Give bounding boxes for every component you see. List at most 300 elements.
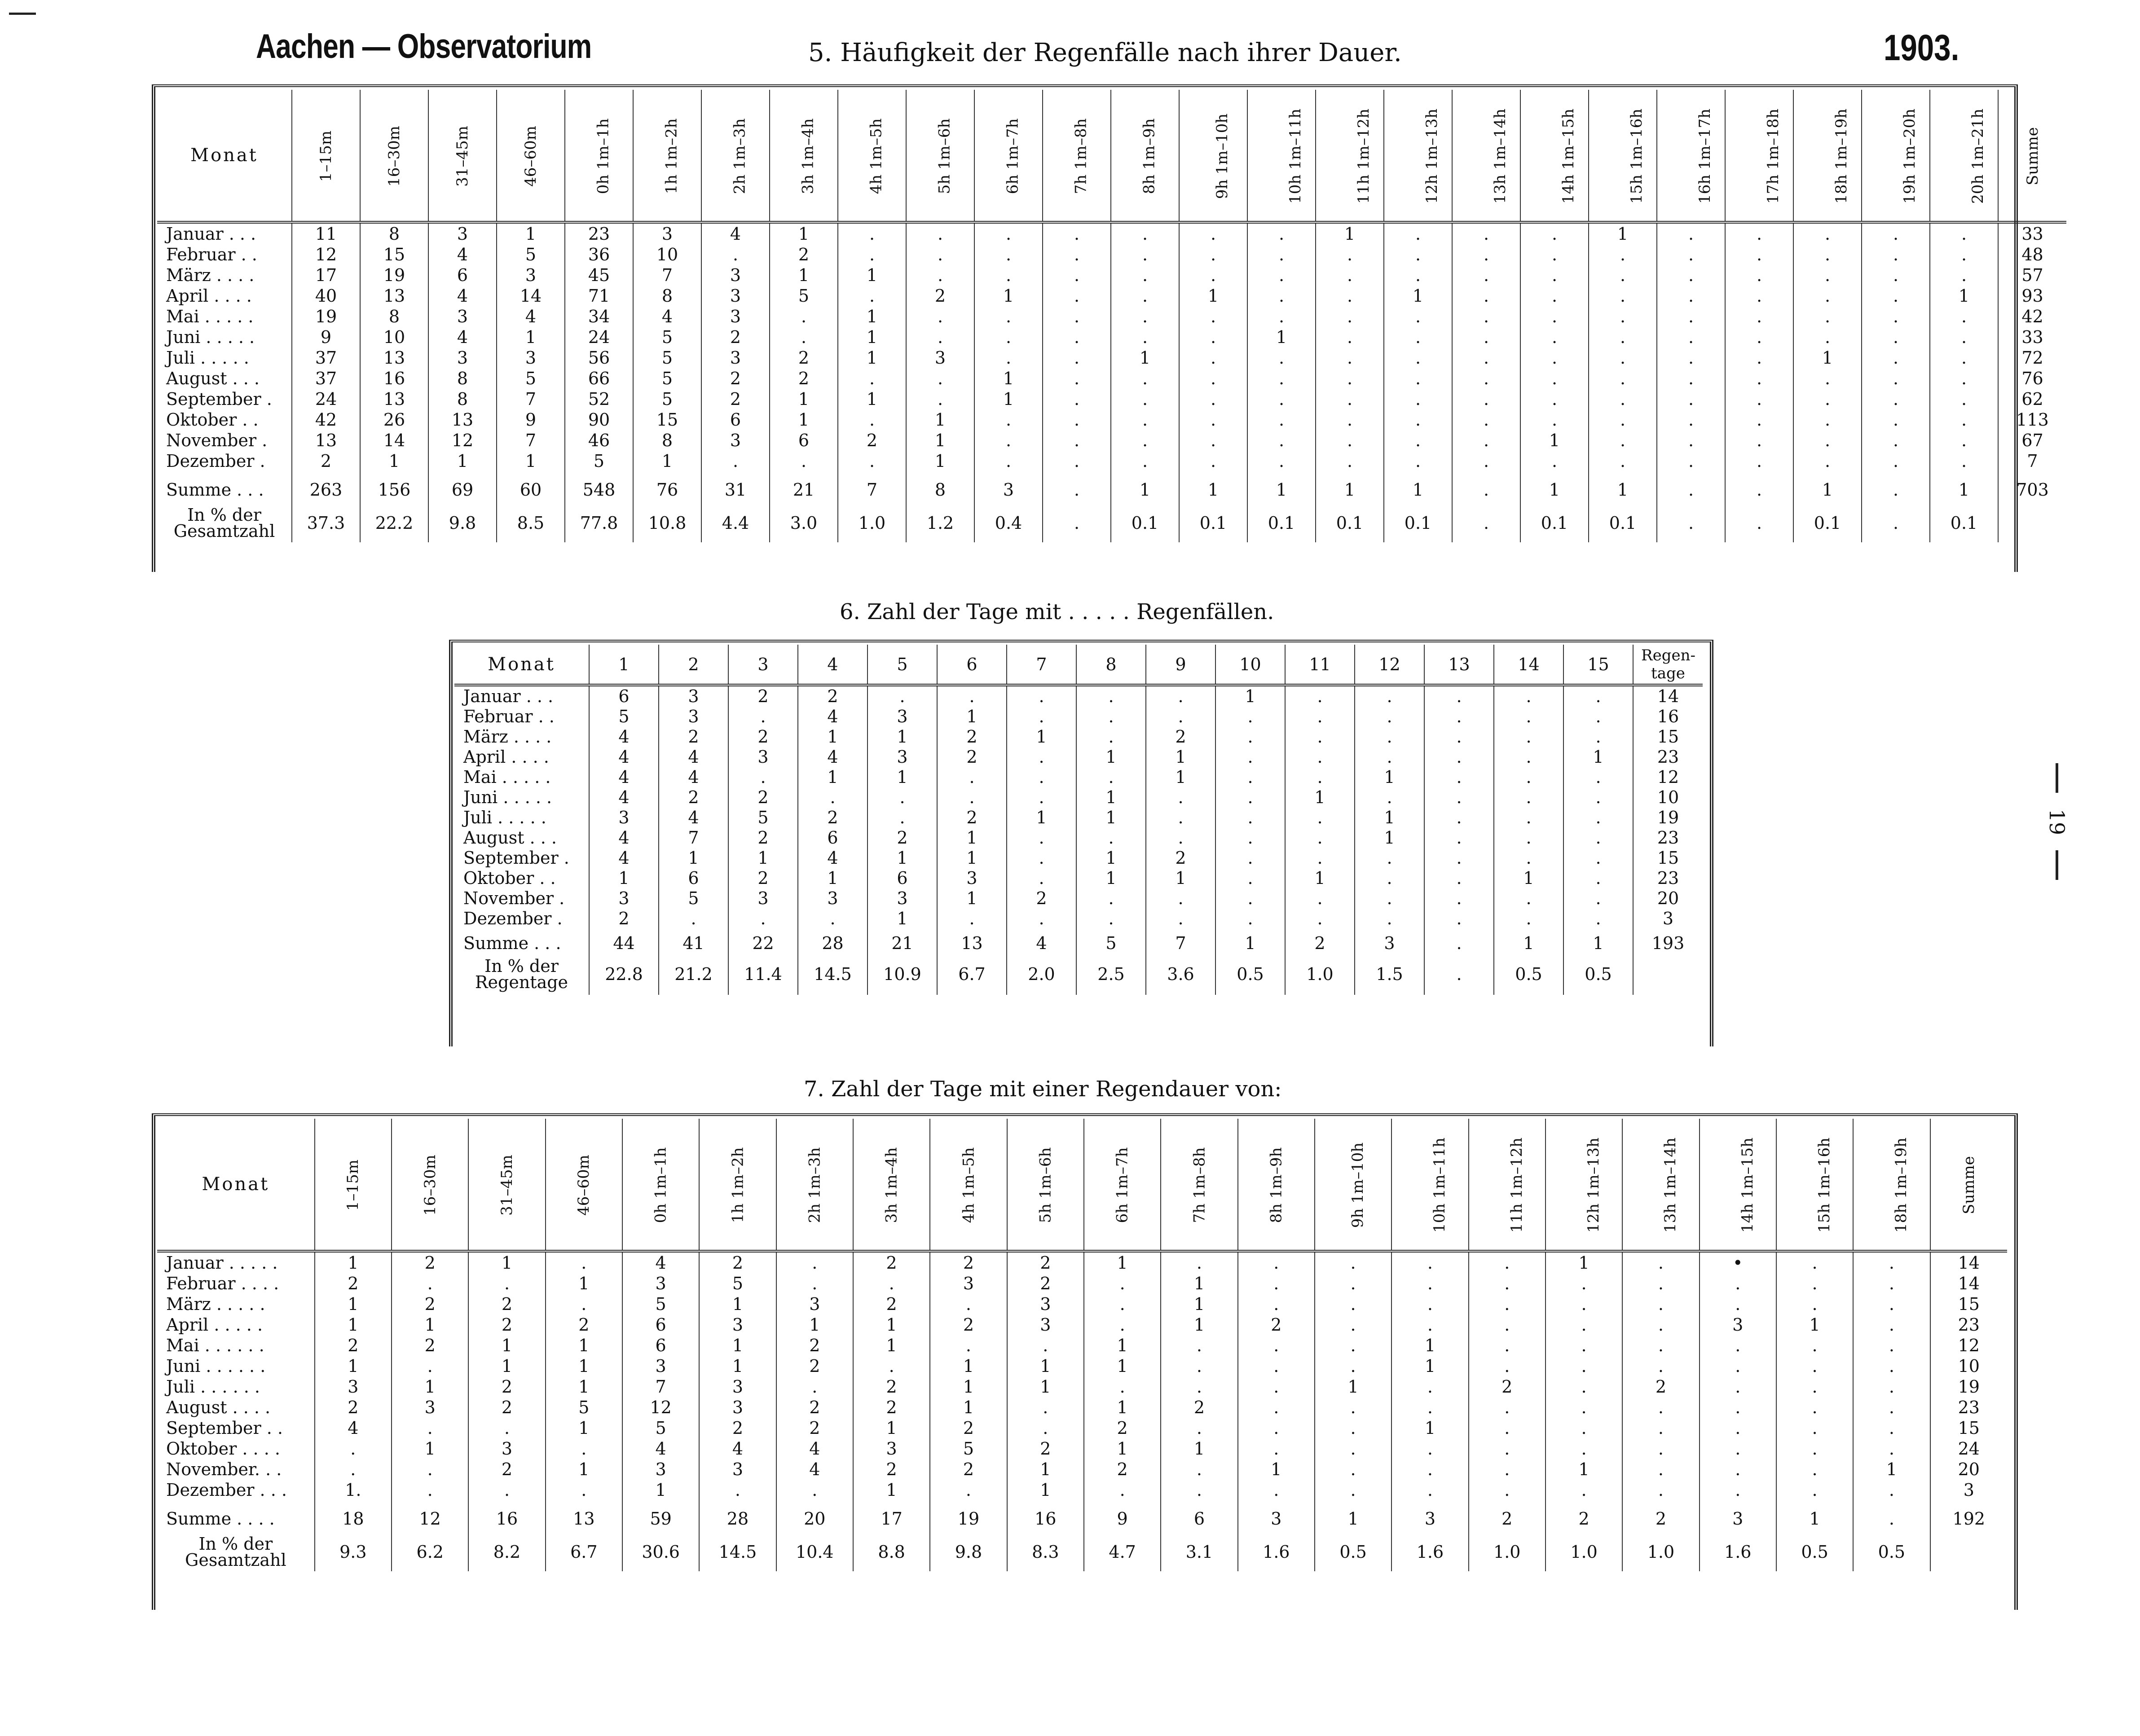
t6-column-header [937, 645, 1007, 685]
cell-value: . [546, 1251, 622, 1273]
cell-value: . [1316, 368, 1384, 389]
cell-value: . [838, 222, 906, 244]
sum-value: 1 [1316, 471, 1384, 504]
cell-value: 13 [292, 430, 360, 451]
t6-row [454, 685, 1703, 707]
t7-row [157, 1273, 2007, 1294]
column-header-label: 16–30m [421, 1155, 439, 1216]
percent-value: 4.7 [1084, 1533, 1161, 1571]
cell-value: . [1793, 265, 1862, 286]
month-label: Januar . . . [463, 686, 554, 706]
sum-value: 3 [1355, 929, 1424, 954]
cell-value: . [1700, 1335, 1776, 1356]
cell-value: 1 [1776, 1314, 1853, 1335]
cell-value: 2 [1084, 1418, 1161, 1438]
cell-value: . [937, 787, 1007, 808]
cell-value: 1 [1546, 1251, 1622, 1273]
cell-value: . [1247, 451, 1316, 471]
cell-value: . [1391, 1397, 1468, 1418]
cell-value: . [1384, 389, 1452, 409]
cell-value: . [1007, 1335, 1084, 1356]
cell-value: . [1520, 286, 1589, 306]
sum-value: 19 [930, 1500, 1007, 1533]
t7-row [157, 1418, 2007, 1438]
cell-value: . [468, 1418, 545, 1438]
cell-value: . [1862, 244, 1930, 265]
cell-value: . [1469, 1314, 1546, 1335]
t5-row [157, 368, 2066, 389]
cell-value: . [1622, 1397, 1699, 1418]
cell-value: 12 [1930, 1335, 2007, 1356]
cell-value: 1 [1076, 848, 1146, 868]
percent-value: 10.4 [776, 1533, 853, 1571]
cell-value: . [1161, 1480, 1237, 1500]
cell-value: 2 [930, 1459, 1007, 1480]
cell-value: . [1179, 451, 1247, 471]
cell-value: 2 [1238, 1314, 1315, 1335]
cell-value: . [1725, 222, 1793, 244]
month-label: August . . . [463, 828, 557, 848]
column-header-label: 14h 1m–15h [1559, 108, 1578, 204]
t5-row [157, 222, 2066, 244]
percent-value: . [1424, 954, 1494, 995]
cell-value: 1 [838, 265, 906, 286]
t6-column-header [1146, 645, 1215, 685]
column-header-label: Summe [2023, 127, 2042, 185]
column-header-label: 12h 1m–13h [1423, 108, 1441, 204]
cell-value: 2 [468, 1294, 545, 1314]
cell-value: 2 [798, 808, 867, 828]
cell-value: . [770, 327, 838, 347]
cell-value: . [1316, 430, 1384, 451]
t7-row [157, 1356, 2007, 1376]
cell-value: 2 [468, 1459, 545, 1480]
cell-value: . [1725, 265, 1793, 286]
cell-value: . [1146, 707, 1215, 727]
cell-value: 3 [699, 1397, 776, 1418]
cell-value: 4 [701, 222, 770, 244]
percent-value: 9.3 [315, 1533, 392, 1571]
cell-value: . [1384, 451, 1452, 471]
cell-value: . [1589, 327, 1657, 347]
cell-value: 2 [776, 1397, 853, 1418]
cell-value: . [1776, 1251, 1853, 1273]
cell-value: 3 [701, 286, 770, 306]
cell-value: 3 [589, 808, 659, 828]
cell-value: . [1285, 909, 1355, 929]
t5-column-header [1862, 90, 1930, 222]
cell-value: . [1622, 1438, 1699, 1459]
cell-value: . [1424, 848, 1494, 868]
cell-value: 3 [622, 1459, 699, 1480]
cell-value: 1 [1793, 347, 1862, 368]
cell-value: . [1589, 409, 1657, 430]
percent-value: 6.2 [392, 1533, 468, 1571]
cell-value: . [1930, 306, 1998, 327]
cell-value: 33 [1998, 222, 2066, 244]
cell-value: . [1247, 244, 1316, 265]
cell-value: . [1700, 1397, 1776, 1418]
t5-column-header [906, 90, 974, 222]
cell-value: . [1355, 868, 1424, 888]
cell-value: 1 [1563, 747, 1633, 767]
sum-value: 193 [1633, 929, 1703, 954]
cell-value: 1 [1247, 327, 1316, 347]
cell-value: . [838, 368, 906, 389]
t5-header-row [157, 90, 2066, 222]
cell-value: 2 [468, 1397, 545, 1418]
t6-row [454, 747, 1703, 767]
t5-column-header [565, 90, 633, 222]
cell-value: . [1215, 909, 1285, 929]
cell-value: 5 [770, 286, 838, 306]
cell-value: 1 [1076, 808, 1146, 828]
cell-value: • [1700, 1251, 1776, 1273]
cell-value: 19 [1633, 808, 1703, 828]
cell-value: 2 [853, 1251, 930, 1273]
cell-value: . [1007, 1397, 1084, 1418]
percent-value: 10.9 [867, 954, 937, 995]
cell-value: . [1355, 707, 1424, 727]
cell-value: 3 [1700, 1314, 1776, 1335]
cell-value: . [1862, 368, 1930, 389]
cell-value: . [1452, 389, 1520, 409]
column-header-label: 6h 1m–7h [1004, 118, 1022, 194]
cell-value: . [1589, 286, 1657, 306]
t7-column-header [1315, 1119, 1391, 1251]
cell-value: 1 [838, 306, 906, 327]
cell-value: 3 [701, 347, 770, 368]
cell-value: 7 [659, 828, 728, 848]
cell-value: . [867, 808, 937, 828]
sum-value: 69 [428, 471, 497, 504]
cell-value: . [728, 767, 798, 787]
cell-value: . [1494, 747, 1563, 767]
cell-value: . [1247, 368, 1316, 389]
cell-value: . [1179, 222, 1247, 244]
cell-value: 2 [699, 1251, 776, 1273]
cell-value: 4 [589, 727, 659, 747]
cell-value: . [1043, 327, 1111, 347]
cell-value: . [1007, 767, 1076, 787]
cell-value: . [1494, 888, 1563, 909]
cell-value: . [392, 1418, 468, 1438]
cell-value: . [1469, 1273, 1546, 1294]
cell-value: . [1725, 347, 1793, 368]
cell-value: 4 [633, 306, 701, 327]
column-header-label: 46–60m [575, 1155, 593, 1216]
percent-label-line1: In % der [484, 956, 559, 976]
cell-value: 6 [770, 430, 838, 451]
cell-value: . [1424, 868, 1494, 888]
sum-value: 7 [838, 471, 906, 504]
sum-value: 20 [776, 1500, 853, 1533]
percent-value: 37.3 [292, 504, 360, 542]
cell-value: . [1315, 1356, 1391, 1376]
cell-value: 2 [1084, 1459, 1161, 1480]
cell-value: . [1215, 707, 1285, 727]
cell-value: 2 [930, 1418, 1007, 1438]
cell-value: 5 [633, 327, 701, 347]
cell-value: 1 [1520, 430, 1589, 451]
month-label: September . . [166, 1418, 283, 1438]
cell-value: . [1452, 451, 1520, 471]
cell-value: . [1589, 265, 1657, 286]
cell-value: . [1622, 1314, 1699, 1335]
cell-value: 4 [622, 1251, 699, 1273]
t7-row [157, 1335, 2007, 1356]
cell-value: 12 [622, 1397, 699, 1418]
cell-value: 1 [468, 1251, 545, 1273]
percent-value: 0.4 [974, 504, 1043, 542]
sum-value: 1 [1111, 471, 1179, 504]
month-label: Juli . . . . . . [166, 1377, 260, 1397]
cell-value: 3 [701, 306, 770, 327]
cell-value: 10 [1930, 1356, 2007, 1376]
sum-value: 2 [1622, 1500, 1699, 1533]
column-header-label: 12 [1378, 654, 1400, 674]
cell-value: . [1111, 389, 1179, 409]
sum-value: 21 [770, 471, 838, 504]
t5-column-header [974, 90, 1043, 222]
cell-value: . [1424, 767, 1494, 787]
cell-value: 1 [1146, 767, 1215, 787]
t7-column-header [1007, 1119, 1084, 1251]
t6-column-header [1007, 645, 1076, 685]
cell-value: 90 [565, 409, 633, 430]
cell-value: 2 [315, 1397, 392, 1418]
cell-value: . [1285, 767, 1355, 787]
t6-column-header [728, 645, 798, 685]
month-label: Mai . . . . . [166, 307, 254, 326]
cell-value: 45 [565, 265, 633, 286]
t7-column-header [930, 1119, 1007, 1251]
cell-value: . [1179, 389, 1247, 409]
cell-value: . [1546, 1356, 1622, 1376]
sum-value: . [1853, 1500, 1930, 1533]
sum-value: 1 [1247, 471, 1316, 504]
cell-value: 3 [701, 430, 770, 451]
cell-value: 1 [770, 409, 838, 430]
t6-row [454, 787, 1703, 808]
cell-value: . [1355, 685, 1424, 707]
cell-value: 20 [1930, 1459, 2007, 1480]
cell-value: 4 [699, 1438, 776, 1459]
cell-value: 1 [930, 1376, 1007, 1397]
percent-label-line2: Regentage [475, 972, 568, 992]
sum-value: 59 [622, 1500, 699, 1533]
cell-value: 1 [1355, 828, 1424, 848]
cell-value: 1 [1076, 787, 1146, 808]
cell-value: . [974, 347, 1043, 368]
sum-value: 5 [1076, 929, 1146, 954]
percent-value [1998, 504, 2066, 542]
column-header-label: 10h 1m–11h [1286, 108, 1305, 204]
cell-value: 1 [546, 1356, 622, 1376]
percent-value: 2.0 [1007, 954, 1076, 995]
cell-value: . [1316, 286, 1384, 306]
cell-value: 1 [497, 451, 565, 471]
cell-value: 4 [589, 767, 659, 787]
t6-row [454, 909, 1703, 929]
sum-value: . [1043, 471, 1111, 504]
t7-column-header [1238, 1119, 1315, 1251]
cell-value: . [1043, 389, 1111, 409]
cell-value: 14 [360, 430, 428, 451]
t5-column-header [1384, 90, 1452, 222]
cell-value: 24 [292, 389, 360, 409]
cell-value: . [1391, 1480, 1468, 1500]
percent-value: 1.2 [906, 504, 974, 542]
percent-value: 14.5 [699, 1533, 776, 1571]
column-header-label: 5h 1m–6h [935, 118, 954, 194]
cell-value: . [1179, 409, 1247, 430]
t6-column-header [1285, 645, 1355, 685]
cell-value: 2 [292, 451, 360, 471]
t7-column-header [1084, 1119, 1161, 1251]
cell-value: 19 [292, 306, 360, 327]
cell-value: . [1179, 306, 1247, 327]
cell-value: . [546, 1480, 622, 1500]
cell-value: . [1161, 1335, 1237, 1356]
cell-value: . [1546, 1314, 1622, 1335]
cell-value: 16 [360, 368, 428, 389]
cell-value: . [1247, 306, 1316, 327]
cell-value: . [770, 306, 838, 327]
cell-value: 1 [906, 451, 974, 471]
column-header-label: 7h 1m–8h [1072, 118, 1090, 194]
t7-column-header [1391, 1119, 1468, 1251]
cell-value: . [1563, 848, 1633, 868]
cell-value: . [1315, 1273, 1391, 1294]
cell-value: . [1862, 222, 1930, 244]
cell-value: 1 [315, 1356, 392, 1376]
cell-value: . [1285, 808, 1355, 828]
percent-value: 1.0 [1469, 1533, 1546, 1571]
cell-value: . [699, 1480, 776, 1500]
t5-row [157, 409, 2066, 430]
cell-value: 1 [1391, 1418, 1468, 1438]
cell-value: . [1725, 430, 1793, 451]
cell-value: 4 [798, 707, 867, 727]
year-label: 1903. [1884, 27, 1959, 68]
cell-value: 2 [776, 1335, 853, 1356]
sum-value: 7 [1146, 929, 1215, 954]
sum-value: . [1725, 471, 1793, 504]
page-number-text: 19 [2045, 809, 2069, 835]
cell-value: . [1520, 347, 1589, 368]
month-label: Februar . . [463, 707, 555, 726]
cell-value: . [1355, 747, 1424, 767]
column-header-label: 10h 1m–11h [1431, 1137, 1449, 1233]
cell-value: . [1247, 409, 1316, 430]
cell-value: 3 [867, 747, 937, 767]
column-header-label: 20h 1m–21h [1969, 108, 1987, 204]
percent-value: 14.5 [798, 954, 867, 995]
cell-value: . [701, 244, 770, 265]
cell-value: . [728, 707, 798, 727]
cell-value: . [1111, 306, 1179, 327]
cell-value: . [1563, 888, 1633, 909]
cell-value: . [1315, 1480, 1391, 1500]
column-header-label: 2h 1m–3h [806, 1147, 824, 1223]
cell-value: . [1007, 868, 1076, 888]
cell-value: . [1776, 1294, 1853, 1314]
cell-value: . [1247, 389, 1316, 409]
cell-value: . [1793, 368, 1862, 389]
cell-value: . [1469, 1397, 1546, 1418]
sum-value: 3 [1700, 1500, 1776, 1533]
cell-value: 2 [937, 747, 1007, 767]
cell-value: 5 [497, 244, 565, 265]
cell-value: 1 [1384, 286, 1452, 306]
cell-value: 7 [497, 430, 565, 451]
cell-value: . [1043, 347, 1111, 368]
cell-value: . [1043, 244, 1111, 265]
cell-value: 7 [633, 265, 701, 286]
column-header-label: 2 [688, 654, 699, 674]
cell-value: . [1657, 451, 1725, 471]
cell-value: . [1452, 430, 1520, 451]
cell-value: . [1657, 347, 1725, 368]
cell-value: 6 [428, 265, 497, 286]
cell-value: 23 [1633, 828, 1703, 848]
cell-value: . [906, 306, 974, 327]
t7-header-row [157, 1119, 2007, 1251]
sum-value: 28 [798, 929, 867, 954]
cell-value: . [1316, 306, 1384, 327]
cell-value: . [1700, 1376, 1776, 1397]
t5-column-header [1589, 90, 1657, 222]
cell-value: 2 [776, 1418, 853, 1438]
cell-value: . [1084, 1273, 1161, 1294]
month-header-label: Monat [488, 654, 555, 675]
cell-value: . [1111, 244, 1179, 265]
cell-value: 6 [701, 409, 770, 430]
cell-value: . [1043, 286, 1111, 306]
cell-value: . [1315, 1335, 1391, 1356]
cell-value: 2 [699, 1418, 776, 1438]
cell-value: . [1316, 409, 1384, 430]
cell-value: . [315, 1459, 392, 1480]
t7-column-header [1776, 1119, 1853, 1251]
cell-value: . [1007, 848, 1076, 868]
cell-value: . [1793, 451, 1862, 471]
t5-column-header [1179, 90, 1247, 222]
cell-value: . [1391, 1438, 1468, 1459]
cell-value: 1 [1084, 1397, 1161, 1418]
month-label: Dezember . [463, 909, 563, 928]
cell-value: . [1853, 1418, 1930, 1438]
percent-value: 77.8 [565, 504, 633, 542]
cell-value: 2 [392, 1294, 468, 1314]
cell-value: 1 [1285, 787, 1355, 808]
cell-value: . [1355, 787, 1424, 808]
cell-value: . [1546, 1335, 1622, 1356]
cell-value: 10 [1633, 787, 1703, 808]
cell-value: . [1793, 430, 1862, 451]
percent-value: 9.8 [428, 504, 497, 542]
cell-value: . [1076, 828, 1146, 848]
cell-value: . [1930, 222, 1998, 244]
month-header-label: Monat [202, 1174, 270, 1195]
cell-value: 2 [659, 727, 728, 747]
cell-value: . [1179, 244, 1247, 265]
cell-value: . [770, 451, 838, 471]
cell-value: 10 [360, 327, 428, 347]
cell-value: 2 [728, 727, 798, 747]
t7-column-header [1546, 1119, 1622, 1251]
